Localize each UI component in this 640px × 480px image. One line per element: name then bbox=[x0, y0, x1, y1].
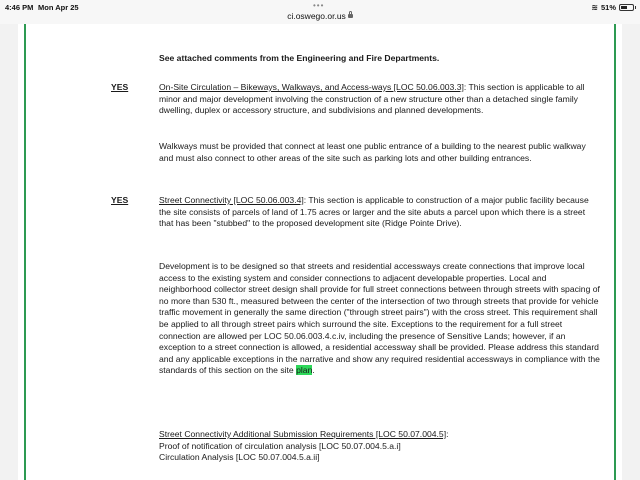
status-time: 4:46 PM bbox=[5, 3, 34, 12]
section3-line2: Circulation Analysis [LOC 50.07.004.5.a.ii] bbox=[159, 452, 320, 463]
battery-cap bbox=[635, 6, 636, 9]
section2-yes-label: YES bbox=[111, 195, 129, 205]
section3-heading-line bbox=[159, 429, 601, 441]
address-bar[interactable] bbox=[272, 11, 368, 21]
section1-heading: On-Site Circulation – Bikeways, Walkways, and Access-ways [LOC 50.06.003.3] bbox=[159, 82, 464, 92]
wifi-icon: ≋ bbox=[591, 3, 598, 12]
section1-para2-block bbox=[159, 141, 601, 164]
section3-heading-end: : bbox=[446, 429, 449, 439]
section2-para2-block bbox=[159, 261, 601, 377]
tab-overview-dots[interactable]: ••• bbox=[313, 1, 325, 10]
section2-para2-end: . bbox=[312, 365, 315, 376]
section1-paragraph bbox=[159, 82, 601, 117]
section2-para2-text: Development is to be designed so that streets and residential accessways create connections that improve local access to the existing system and consider connections to adjacent developable properties. Local and neighborhood collector street design shall provide for full street connections between through streets with spacing of no more than 530 ft., measured between the center of the intersection of two through streets that provide for vehicle traffic movement in generally the same direction ("through street pairs") with the cross street. This requirement shall be applied to all through street pairs which surround the site. Exceptions to the requirement for a full street connection are allowed per LOC 50.06.003.4.c.iv, including the presence of Sensitive Lands; however, if an exception to a street connection is allowed, a residential accessway shall be provided. Please address this standard and any applicable exceptions in the narrative and show any required residential accessways in compliance with the standards of this section on the site bbox=[159, 261, 600, 376]
battery-icon bbox=[619, 4, 634, 11]
document-page[interactable] bbox=[18, 24, 622, 480]
section2-para2 bbox=[159, 261, 601, 377]
section3-line1: Proof of notification of circulation analysis [LOC 50.07.004.5.a.i] bbox=[159, 440, 401, 451]
section1-para2: Walkways must be provided that connect at least one public entrance of a building to the nearest public walkway and must also connect to other areas of the site such as parking lots and other building entrances. bbox=[159, 141, 586, 163]
section1-block bbox=[159, 82, 601, 117]
section1-yes-label: YES bbox=[111, 82, 129, 92]
intro-note: See attached comments from the Engineering and Fire Departments. bbox=[159, 53, 440, 63]
status-indicators bbox=[591, 3, 634, 12]
status-bar bbox=[0, 0, 640, 24]
address-url: ci.oswego.or.us bbox=[287, 11, 346, 21]
lock-icon bbox=[348, 14, 353, 18]
battery-fill bbox=[621, 6, 627, 9]
battery-percent: 51% bbox=[600, 3, 616, 12]
highlighted-word[interactable]: plan bbox=[296, 365, 313, 376]
document-body bbox=[18, 24, 622, 480]
section3-heading: Street Connectivity Additional Submission Requirements [LOC 50.07.004.5] bbox=[159, 429, 447, 439]
section2-paragraph bbox=[159, 195, 601, 230]
section2-text: : This section is applicable to construction of a major public facility because the site consists of parcels of land of 1.75 acres or larger and the site abuts a parcel upon which there is a street that has been "stubbed" to the proposed development site (Ridge Pointe Drive). bbox=[159, 195, 589, 229]
status-date: Mon Apr 25 bbox=[38, 3, 79, 12]
section3-block bbox=[159, 429, 601, 464]
section2-block bbox=[159, 195, 601, 230]
section1-text: : This section is applicable to all minor and major development involving the construction of a new structure other than a detached single family dwelling, duplex or accessory structure, and subdivisions and planned developments. bbox=[159, 82, 585, 116]
section2-heading: Street Connectivity [LOC 50.06.003.4] bbox=[159, 195, 304, 205]
